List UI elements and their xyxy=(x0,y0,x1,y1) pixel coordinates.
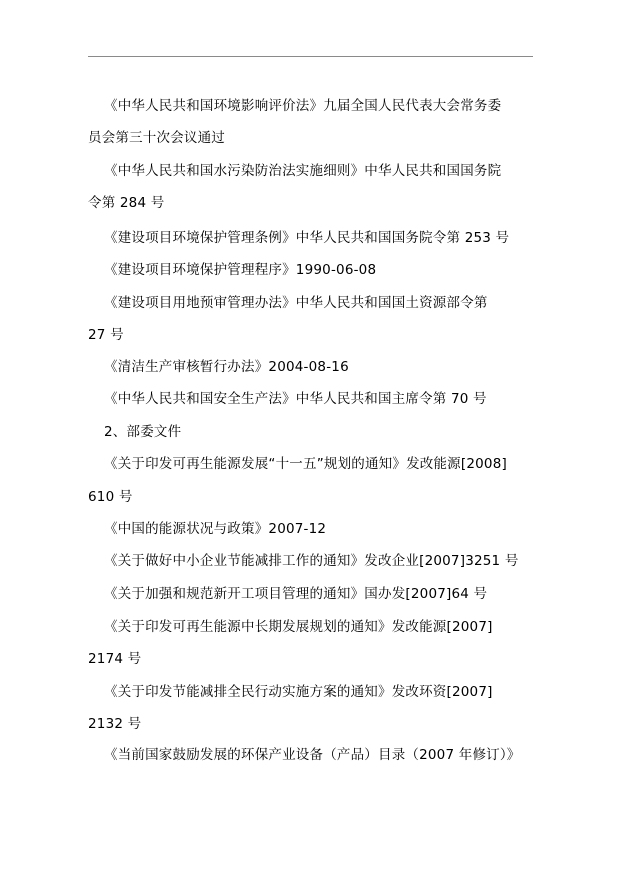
text-line: 2132 号 xyxy=(88,716,142,732)
text-line: 员会第三十次会议通过 xyxy=(88,130,225,146)
text-line: 610 号 xyxy=(88,489,133,505)
text-line: 《关于印发节能减排全民行动实施方案的通知》发改环资[2007] xyxy=(104,684,493,700)
text-line: 《关于印发可再生能源发展“十一五”规划的通知》发改能源[2008] xyxy=(104,456,507,472)
text-line: 令第 284 号 xyxy=(88,195,165,211)
text-line: 《当前国家鼓励发展的环保产业设备（产品）目录（2007 年修订）》 xyxy=(104,747,521,763)
text-line: 《关于做好中小企业节能减排工作的通知》发改企业[2007]3251 号 xyxy=(104,553,519,569)
text-line: 《关于印发可再生能源中长期发展规划的通知》发改能源[2007] xyxy=(104,619,493,635)
text-line: 《中国的能源状况与政策》2007-12 xyxy=(104,521,327,537)
section-heading: 2、部委文件 xyxy=(104,424,182,440)
text-line: 《中华人民共和国水污染防治法实施细则》中华人民共和国国务院 xyxy=(104,163,502,179)
text-line: 《中华人民共和国安全生产法》中华人民共和国主席令第 70 号 xyxy=(104,391,487,407)
text-line: 《建设项目环境保护管理条例》中华人民共和国国务院令第 253 号 xyxy=(104,230,510,246)
header-rule xyxy=(88,56,533,57)
text-line: 2174 号 xyxy=(88,651,142,667)
text-line: 《关于加强和规范新开工项目管理的通知》国办发[2007]64 号 xyxy=(104,586,488,602)
text-line: 27 号 xyxy=(88,327,124,343)
text-line: 《中华人民共和国环境影响评价法》九届全国人民代表大会常务委 xyxy=(104,98,502,114)
text-line: 《清洁生产审核暂行办法》2004-08-16 xyxy=(104,359,349,375)
text-line: 《建设项目用地预审管理办法》中华人民共和国国土资源部令第 xyxy=(104,295,488,311)
text-line: 《建设项目环境保护管理程序》1990-06-08 xyxy=(104,262,377,278)
